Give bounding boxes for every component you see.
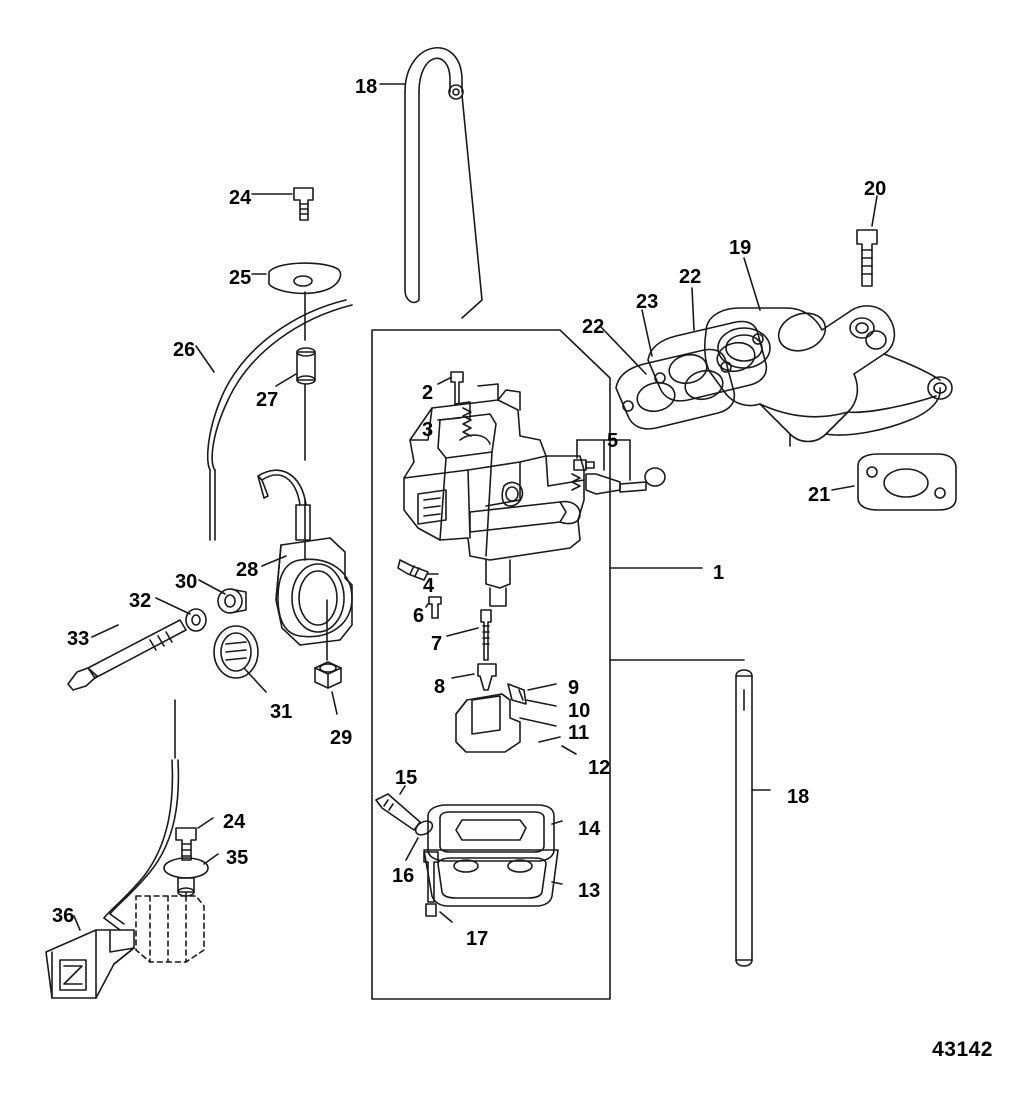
callout-36: 36: [52, 905, 75, 927]
part-35-washer: [164, 858, 208, 896]
callout-32: 32: [129, 590, 152, 612]
part-31-cover-plate: [214, 626, 258, 678]
part-16-washer: [413, 818, 435, 837]
callout-24-top: 24: [229, 187, 252, 209]
part-18-upper-hose: [405, 48, 482, 318]
choke-bracket: [136, 892, 204, 962]
part-6-screw: [429, 597, 441, 618]
callout-3: 3: [422, 419, 434, 441]
part-5-mixture-screw-set: [572, 460, 665, 494]
callout-15: 15: [395, 767, 418, 789]
part-32-washer: [186, 609, 206, 631]
part-26-choke-cable: [208, 300, 352, 540]
callout-23: 23: [636, 291, 659, 313]
callout-21: 21: [808, 484, 831, 506]
part-27-grommet: [297, 348, 315, 384]
part-7-main-jet: [481, 610, 491, 660]
callout-6: 6: [413, 605, 425, 627]
callout-24-bottom: 24: [223, 811, 246, 833]
callout-30: 30: [175, 571, 198, 593]
part-36-choke-knob: [46, 930, 134, 998]
callout-25: 25: [229, 267, 252, 289]
part-18-lower-hose: [736, 670, 752, 966]
callout-22-right: 22: [679, 266, 702, 288]
part-13-float-bowl: [424, 850, 558, 906]
callout-29: 29: [330, 727, 353, 749]
callout-9: 9: [568, 677, 580, 699]
callout-17: 17: [466, 928, 489, 950]
part-8-float-valve: [478, 664, 496, 690]
callout-20: 20: [864, 178, 887, 200]
callout-26: 26: [173, 339, 196, 361]
callout-2: 2: [422, 382, 434, 404]
part-2-screw: [451, 372, 463, 404]
callout-18-top: 18: [355, 76, 378, 98]
callout-27: 27: [256, 389, 279, 411]
part-29-nut: [315, 662, 341, 688]
callout-8: 8: [434, 676, 446, 698]
callout-16: 16: [392, 865, 415, 887]
part-24-top-screw: [294, 188, 313, 220]
callout-28: 28: [236, 559, 259, 581]
part-19-intake-manifold: [705, 306, 952, 446]
choke-cable-lower: [104, 760, 178, 930]
part-24-lower-screw: [176, 828, 196, 860]
callout-1: 1: [713, 562, 725, 584]
callout-4: 4: [423, 575, 435, 597]
part-9-10-11-float-assembly: [456, 684, 560, 752]
part-17-bowl-screw: [424, 852, 438, 916]
callout-10: 10: [568, 700, 591, 722]
callout-7: 7: [431, 633, 443, 655]
callout-14: 14: [578, 818, 601, 840]
callout-11: 11: [568, 722, 590, 744]
part-15-screw: [376, 794, 420, 830]
part-14-float-bowl-gasket: [428, 805, 554, 861]
callout-33: 33: [67, 628, 90, 650]
part-25-clamp-plate: [269, 263, 341, 293]
callout-22-left: 22: [582, 316, 605, 338]
callout-31: 31: [270, 701, 293, 723]
callout-19: 19: [729, 237, 752, 259]
callout-12: 12: [588, 757, 611, 779]
callout-5: 5: [607, 430, 619, 452]
part-20-bolt: [857, 230, 877, 286]
callout-35: 35: [226, 847, 249, 869]
callout-13: 13: [578, 880, 601, 902]
callout-18-bottom: 18: [787, 786, 810, 808]
carburetor-body: [404, 384, 584, 606]
part-21-gasket: [858, 454, 956, 510]
drawing-number: 43142: [932, 1038, 993, 1061]
